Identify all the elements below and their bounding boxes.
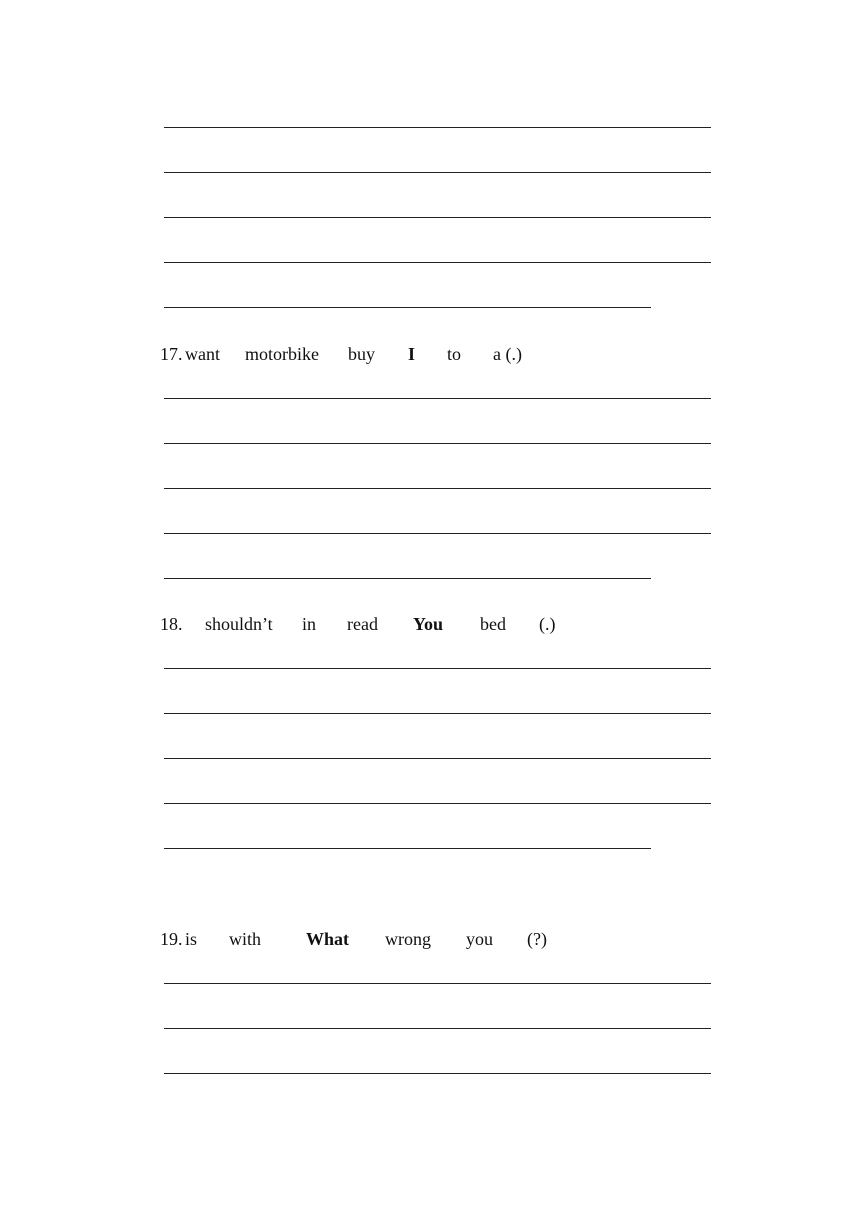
word-tile: in (302, 614, 317, 634)
answer-line (164, 172, 711, 173)
answer-line (164, 488, 711, 489)
word-tile: with (229, 929, 262, 949)
answer-line (164, 848, 651, 849)
question-17 (160, 342, 540, 366)
answer-line (164, 578, 651, 579)
word-tile: motorbike (245, 344, 319, 364)
word-tile: I (408, 344, 416, 364)
word-tile: to (447, 344, 462, 364)
word-tile: bed (480, 614, 506, 634)
word-tile: want (185, 344, 220, 364)
word-tile: You (413, 614, 444, 634)
answer-line (164, 758, 711, 759)
word-tile: you (466, 929, 493, 949)
word-tile: (?) (527, 929, 547, 949)
answer-line (164, 533, 711, 534)
question-19 (160, 927, 560, 951)
answer-line (164, 443, 711, 444)
word-tile: read (347, 614, 378, 634)
answer-line (164, 668, 711, 669)
word-tile: (.) (539, 614, 556, 634)
word-tile: buy (348, 344, 375, 364)
question-number: 18. (160, 614, 183, 634)
answer-line (164, 262, 711, 263)
answer-line (164, 1073, 711, 1074)
answer-line (164, 127, 711, 128)
answer-line (164, 983, 711, 984)
question-18 (160, 612, 580, 636)
answer-line (164, 217, 711, 218)
answer-line (164, 713, 711, 714)
question-number: 17. (160, 344, 183, 364)
answer-line (164, 307, 651, 308)
question-number: 19. (160, 929, 183, 949)
word-tile: shouldn’t (205, 614, 273, 634)
answer-line (164, 398, 711, 399)
word-tile: is (185, 929, 198, 949)
answer-line (164, 1028, 711, 1029)
word-tile: wrong (385, 929, 431, 949)
word-tile: What (306, 929, 350, 949)
answer-line (164, 803, 711, 804)
word-tile: a (.) (493, 344, 522, 364)
